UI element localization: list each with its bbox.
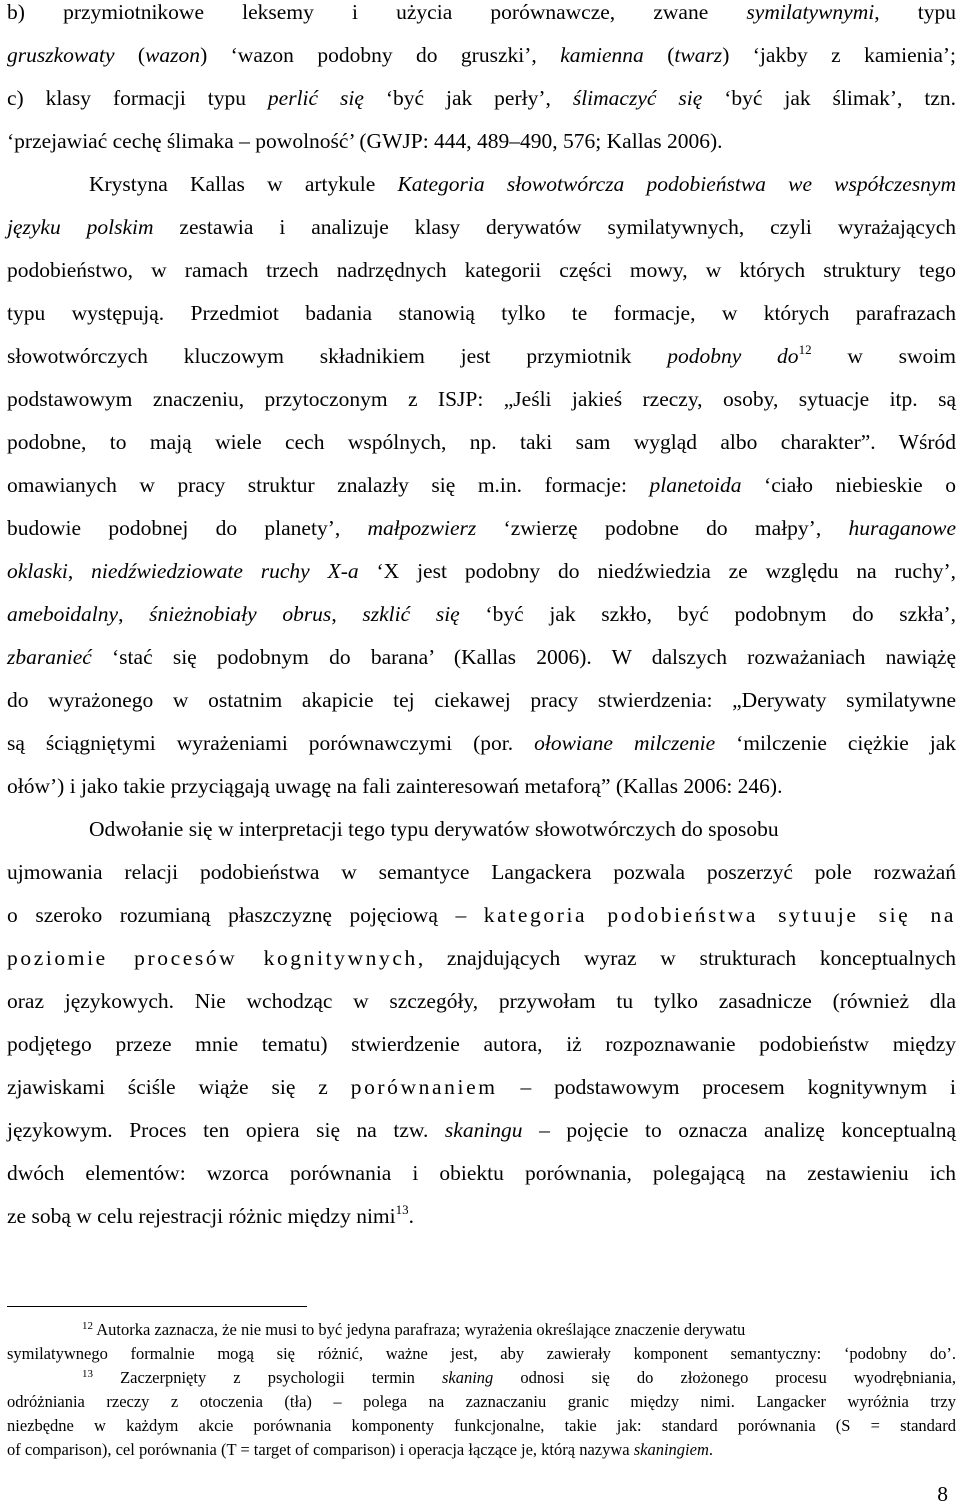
text-line: zjawiskami ściśle wiąże się z porównaniem – podstawowym procesem kognitywnym i (7, 1075, 956, 1099)
text-line: dwóch elementów: wzorca porównania i obiektu porównania, polegającą na zestawieniu ich (7, 1161, 956, 1185)
page-number: 8 (937, 1482, 948, 1506)
text-line: języku polskim zestawia i analizuje klasy derywatów symilatywnych, czyli wyrażających (7, 215, 956, 239)
footnote-line: odróżniania rzeczy z otoczenia (tła) – polega na zaznaczaniu granic między nimi. Langacker wyróżnia trzy (7, 1392, 956, 1411)
text-line: c) klasy formacji typu perlić się ‘być jak perły’, ślimaczyć się ‘być jak ślimak’, tzn. (7, 86, 957, 110)
text-line: językowym. Proces ten opiera się na tzw. skaningu – pojęcie to oznacza analizę konceptualną (7, 1118, 957, 1142)
text-line: ‘przejawiać cechę ślimaka – powolność’ (GWJP: 444, 489–490, 576; Kallas 2006). (7, 129, 723, 153)
text-line: do wyrażonego w ostatnim akapicie tej ciekawej pracy stwierdzenia: „Derywaty symilatywne (7, 688, 956, 712)
text-line: są ściągniętymi wyrażeniami porównawczymi (por. ołowiane milczenie ‘milczenie ciężkie jak (7, 731, 956, 755)
text-line: zbaranieć ‘stać się podobnym do barana’ (Kallas 2006). W dalszych rozważaniach nawiążę (7, 645, 956, 669)
footnote-line: $^{13}$ Zaczerpnięty z psychologii termin skaning odnosi się do złożonego procesu wyodrębniania, (82, 1368, 956, 1387)
footnote-line: niezbędne w każdym akcie porównania komponenty funkcjonalne, takie jak: standard porównania (S = standard (7, 1416, 956, 1435)
text-line: budowie podobnej do planety’, małpozwierz ‘zwierzę podobne do małpy’, huraganowe (7, 516, 956, 540)
text-line: typu występują. Przedmiot badania stanowią tylko te formacje, w których parafrazach (7, 301, 956, 325)
text-line: Odwołanie się w interpretacji tego typu derywatów słowotwórczych do sposobu (89, 817, 779, 841)
text-line: oraz językowych. Nie wchodząc w szczegóły, przywołam tu tylko zasadnicze (również dla (7, 989, 956, 1013)
footnote-line: $^{12}$ Autorka zaznacza, że nie musi to być jedyna parafraza; wyrażenia określające znaczenie derywatu (82, 1320, 746, 1339)
text-line: słowotwórczych kluczowym składnikiem jest przymiotnik podobny $do^{12}$ w swoim (7, 342, 957, 368)
footnote-line: of comparison), cel porównania (T = target of comparison) i operacja łączące je, którą nazywa skaningiem. (7, 1440, 713, 1459)
text-line: poziomie procesów kognitywnych, znajdujących wyraz w strukturach konceptualnych (7, 946, 956, 970)
text-line: gruszkowaty (wazon) ‘wazon podobny do gruszki’, kamienna (twarz) ‘jakby z kamienia’; (7, 43, 957, 67)
text-line: ujmowania relacji podobieństwa w semantyce Langackera pozwala poszerzyć pole rozważań (7, 860, 956, 884)
text-line: ołów’) i jako takie przyciągają uwagę na fali zainteresowań metaforą” (Kallas 2006: 246). (7, 774, 783, 798)
text-line: b) przymiotnikowe leksemy i użycia porównawcze, zwane symilatywnymi, typu (7, 0, 956, 24)
text-line: podstawowym znaczeniu, przytoczonym z ISJP: „Jeśli jakieś rzeczy, osoby, sytuacje itp. są (7, 387, 956, 411)
text-line: omawianych w pracy struktur znalazły się m.in. formacje: planetoida ‘ciało niebieskie o (7, 473, 957, 497)
footnote-line: symilatywnego formalnie mogą się różnić, ważne jest, aby zawierały komponent semantyczny: ‘podobny do’. (7, 1344, 956, 1363)
text-line: ameboidalny, śnieżnobiały obrus, szklić się ‘być jak szkło, być podobnym do szkła’, (7, 602, 957, 626)
footnote-separator (7, 1306, 307, 1307)
text-line: oklaski, niedźwiedziowate ruchy X-a ‘X jest podobny do niedźwiedzia ze względu na ruchy’, (7, 559, 956, 583)
text-line: ze sobą w celu rejestracji różnic między nimi$^{13}$. (7, 1202, 415, 1228)
text-line: podjętego przeze mnie tematu) stwierdzenie autora, iż rozpoznawanie podobieństw między (7, 1032, 956, 1056)
text-line: podobieństwo, w ramach trzech nadrzędnych kategorii części mowy, w których struktury tego (7, 258, 956, 282)
text-line: o szeroko rozumianą płaszczyznę pojęciową – kategoria podobieństwa sytuuje się na (7, 903, 956, 927)
text-line: Krystyna Kallas w artykule Kategoria słowotwórcza podobieństwa we współczesnym (89, 172, 956, 196)
text-line: podobne, to mają wiele cech wspólnych, np. taki sam wygląd albo charakter”. Wśród (7, 430, 956, 454)
